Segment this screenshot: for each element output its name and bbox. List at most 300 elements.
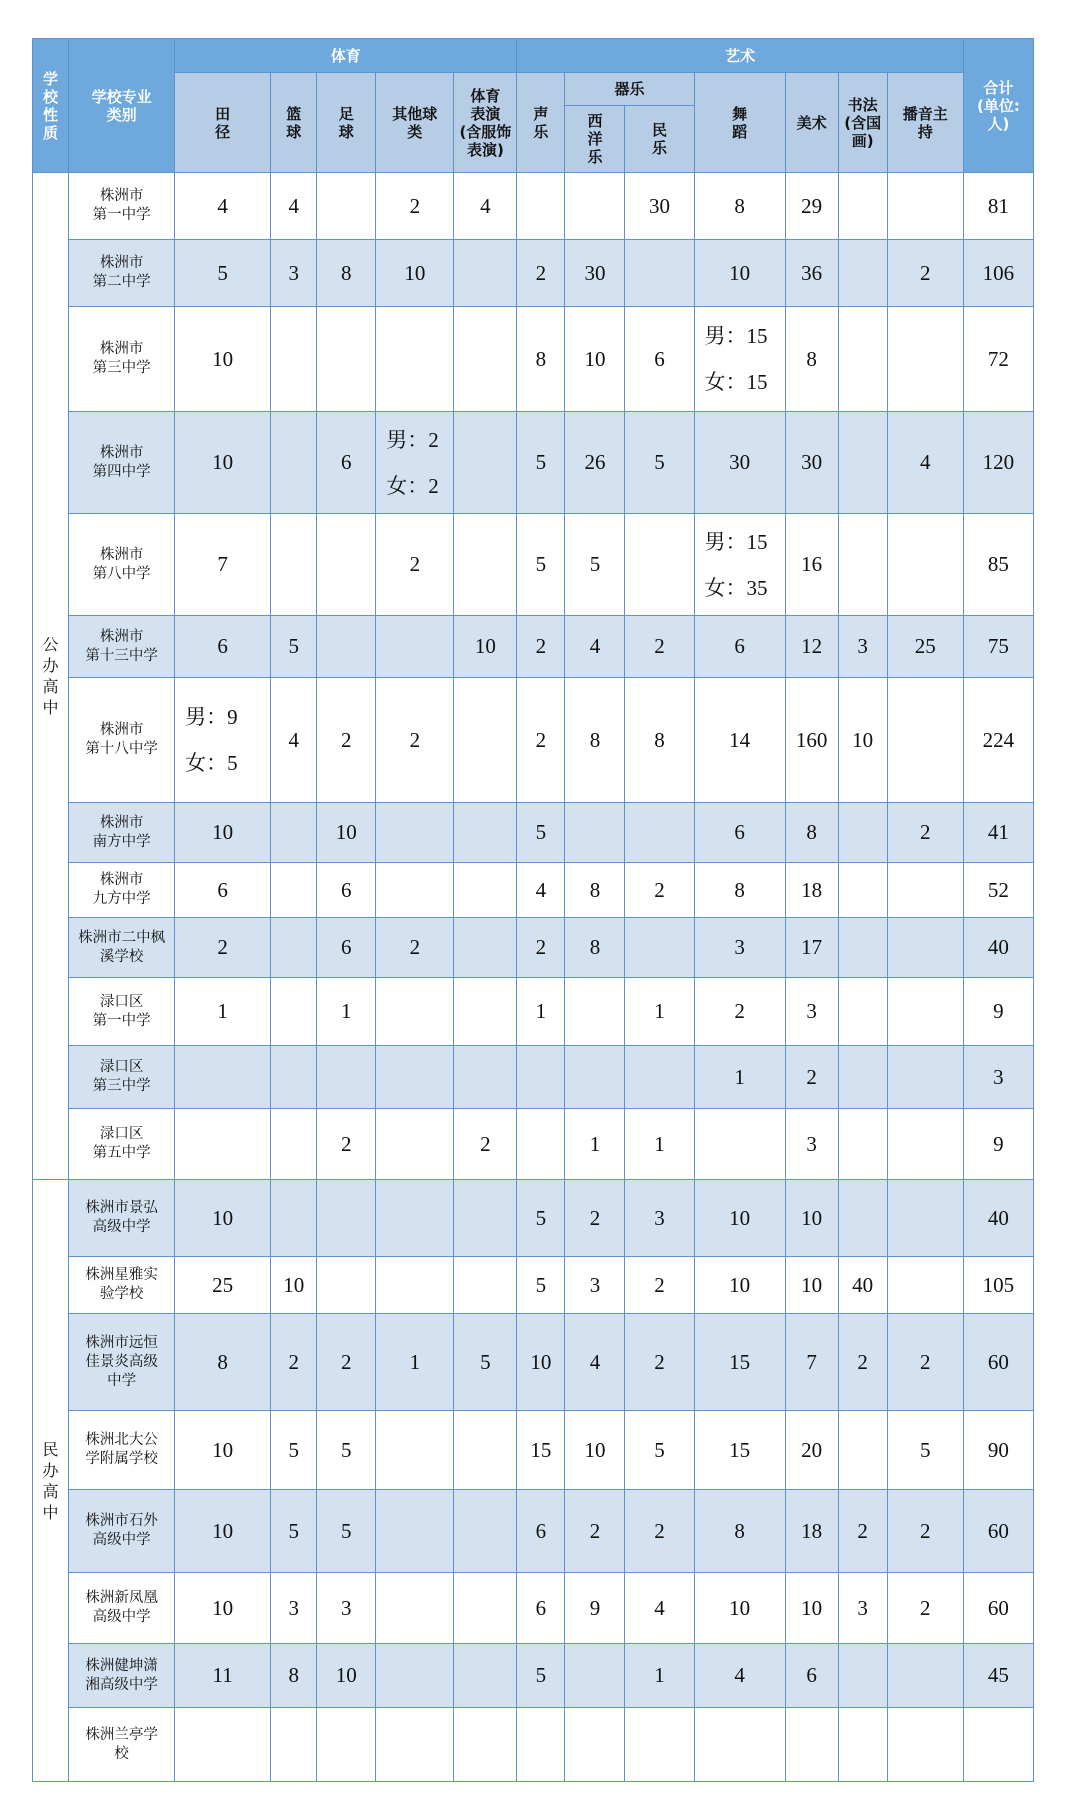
- school-name: 渌口区 第五中学: [69, 1109, 175, 1180]
- table-row: [33, 1708, 1034, 1782]
- value-cell: 5: [517, 1644, 565, 1708]
- value-cell: 2: [625, 1257, 694, 1314]
- value-cell: [376, 1411, 454, 1490]
- value-cell: [376, 803, 454, 863]
- value-cell: 6: [694, 616, 785, 678]
- value-cell: [625, 918, 694, 978]
- value-cell: [175, 1046, 271, 1109]
- value-cell: [454, 678, 517, 803]
- value-cell: 3: [565, 1257, 625, 1314]
- value-cell: [454, 240, 517, 307]
- school-nature-cell: 民 办 高 中: [33, 1180, 69, 1782]
- value-cell: 224: [963, 678, 1033, 803]
- header-vocal: 声 乐: [517, 73, 565, 173]
- value-cell: [838, 1411, 887, 1490]
- table-row: [33, 412, 1034, 514]
- header-total: 合计 (单位: 人): [963, 39, 1033, 173]
- value-cell: 6: [625, 307, 694, 412]
- value-cell: 5: [625, 1411, 694, 1490]
- value-cell: 2: [887, 803, 963, 863]
- value-cell: [454, 1708, 517, 1782]
- value-cell: 1: [565, 1109, 625, 1180]
- value-cell: 1: [175, 978, 271, 1046]
- table-body: [33, 173, 1034, 1782]
- value-cell: 5: [317, 1490, 376, 1573]
- school-name: 株洲新凤凰 高级中学: [69, 1573, 175, 1644]
- male-count: 男：9: [185, 705, 238, 729]
- value-cell: 2: [785, 1046, 838, 1109]
- value-cell: 5: [565, 514, 625, 616]
- table-row: [33, 307, 1034, 412]
- value-cell: 15: [517, 1411, 565, 1490]
- value-cell: 41: [963, 803, 1033, 863]
- header-track: 田 径: [175, 73, 271, 173]
- male-count: 男：15: [704, 529, 768, 554]
- value-cell: [271, 1708, 317, 1782]
- value-cell: 3: [271, 1573, 317, 1644]
- header-sports: 体育: [175, 39, 517, 73]
- value-cell: 2: [838, 1314, 887, 1411]
- header-instrumental: 器乐: [565, 73, 694, 106]
- value-cell: 6: [694, 803, 785, 863]
- table-row: [33, 1411, 1034, 1490]
- value-cell: 3: [625, 1180, 694, 1257]
- value-cell: 9: [565, 1573, 625, 1644]
- value-cell: 30: [625, 173, 694, 240]
- value-cell: 2: [887, 1573, 963, 1644]
- value-cell: 10: [694, 240, 785, 307]
- value-cell: [271, 978, 317, 1046]
- value-cell: 4: [694, 1644, 785, 1708]
- value-cell: 40: [963, 918, 1033, 978]
- value-cell: [376, 863, 454, 918]
- value-cell: [175, 1109, 271, 1180]
- value-cell: [887, 1180, 963, 1257]
- school-name: 株洲市石外 高级中学: [69, 1490, 175, 1573]
- value-cell: [454, 1644, 517, 1708]
- value-cell: 36: [785, 240, 838, 307]
- value-cell: 15: [694, 1314, 785, 1411]
- value-cell: 8: [565, 863, 625, 918]
- value-cell: 10: [694, 1257, 785, 1314]
- value-cell: [565, 173, 625, 240]
- value-cell: 3: [838, 1573, 887, 1644]
- female-count: 女：5: [185, 751, 238, 775]
- value-cell: 105: [963, 1257, 1033, 1314]
- header-dance: 舞 蹈: [694, 73, 785, 173]
- value-cell: 10: [785, 1257, 838, 1314]
- value-cell: [887, 1644, 963, 1708]
- value-cell: 2: [271, 1314, 317, 1411]
- value-cell: 4: [271, 678, 317, 803]
- value-cell: 45: [963, 1644, 1033, 1708]
- value-cell: 5: [317, 1411, 376, 1490]
- school-name: 株洲健坤潇 湘高级中学: [69, 1644, 175, 1708]
- value-cell: 8: [625, 678, 694, 803]
- value-cell: [317, 616, 376, 678]
- value-cell: 2: [517, 240, 565, 307]
- value-cell: [625, 240, 694, 307]
- value-cell: 7: [175, 514, 271, 616]
- value-cell: 10: [785, 1180, 838, 1257]
- header-football: 足 球: [317, 73, 376, 173]
- value-cell: 6: [517, 1573, 565, 1644]
- value-cell: 10: [454, 616, 517, 678]
- value-cell: 10: [694, 1573, 785, 1644]
- value-cell: 25: [175, 1257, 271, 1314]
- value-cell: [376, 1573, 454, 1644]
- value-cell: 5: [517, 514, 565, 616]
- value-cell: [517, 1708, 565, 1782]
- value-cell: 18: [785, 1490, 838, 1573]
- table-row: [33, 240, 1034, 307]
- school-name: 株洲市 第四中学: [69, 412, 175, 514]
- value-cell: 2: [317, 1109, 376, 1180]
- value-cell: [838, 1644, 887, 1708]
- value-cell: 6: [175, 616, 271, 678]
- value-cell: 81: [963, 173, 1033, 240]
- header-school-nature: 学 校 性 质: [33, 39, 69, 173]
- value-cell: 2: [838, 1490, 887, 1573]
- table-row: [33, 616, 1034, 678]
- value-cell: 3: [271, 240, 317, 307]
- value-cell: 10: [838, 678, 887, 803]
- value-cell: 3: [838, 616, 887, 678]
- value-cell: [271, 1109, 317, 1180]
- value-cell: 4: [454, 173, 517, 240]
- value-cell: 40: [963, 1180, 1033, 1257]
- value-cell: 5: [517, 803, 565, 863]
- header-folk: 民 乐: [625, 106, 694, 173]
- value-cell: [376, 1046, 454, 1109]
- value-cell: [376, 978, 454, 1046]
- value-cell: [317, 307, 376, 412]
- value-cell: 2: [887, 240, 963, 307]
- value-cell: 10: [175, 803, 271, 863]
- value-cell: 6: [517, 1490, 565, 1573]
- value-cell: 10: [317, 1644, 376, 1708]
- school-name: 株洲市 第十三中学: [69, 616, 175, 678]
- value-cell: [376, 616, 454, 678]
- value-cell: [376, 1180, 454, 1257]
- value-cell: 14: [694, 678, 785, 803]
- value-cell: 2: [517, 678, 565, 803]
- value-cell: [625, 1708, 694, 1782]
- value-cell: 2: [887, 1490, 963, 1573]
- value-cell: 2: [694, 978, 785, 1046]
- value-cell: [887, 1257, 963, 1314]
- value-cell: [887, 863, 963, 918]
- value-cell: [963, 1708, 1033, 1782]
- value-cell: 1: [625, 1644, 694, 1708]
- value-cell: 2: [175, 918, 271, 978]
- value-cell: [694, 514, 785, 616]
- value-cell: 5: [271, 1490, 317, 1573]
- school-name: 株洲市二中枫 溪学校: [69, 918, 175, 978]
- value-cell: 10: [376, 240, 454, 307]
- school-name: 株洲市 第十八中学: [69, 678, 175, 803]
- value-cell: [271, 514, 317, 616]
- value-cell: 30: [785, 412, 838, 514]
- value-cell: [454, 1490, 517, 1573]
- male-count: 男：15: [704, 324, 768, 348]
- value-cell: [271, 863, 317, 918]
- value-cell: [271, 803, 317, 863]
- value-cell: 5: [175, 240, 271, 307]
- value-cell: [838, 412, 887, 514]
- value-cell: 3: [694, 918, 785, 978]
- value-cell: 30: [694, 412, 785, 514]
- value-cell: 2: [317, 1314, 376, 1411]
- value-cell: 8: [694, 173, 785, 240]
- value-cell: 6: [317, 918, 376, 978]
- value-cell: 5: [517, 1180, 565, 1257]
- header-western: 西 洋 乐: [565, 106, 625, 173]
- value-cell: [565, 803, 625, 863]
- value-cell: [694, 307, 785, 412]
- value-cell: [838, 240, 887, 307]
- value-cell: [887, 678, 963, 803]
- table-row: [33, 1109, 1034, 1180]
- value-cell: 5: [271, 616, 317, 678]
- value-cell: [887, 1109, 963, 1180]
- value-cell: 60: [963, 1573, 1033, 1644]
- value-cell: 6: [317, 863, 376, 918]
- value-cell: 8: [694, 1490, 785, 1573]
- value-cell: 1: [376, 1314, 454, 1411]
- value-cell: 10: [175, 1180, 271, 1257]
- value-cell: [625, 803, 694, 863]
- value-cell: [838, 918, 887, 978]
- value-cell: [376, 1708, 454, 1782]
- value-cell: [565, 1644, 625, 1708]
- value-cell: 8: [271, 1644, 317, 1708]
- school-name: 株洲市 第八中学: [69, 514, 175, 616]
- male-count: 男：2: [386, 427, 439, 452]
- value-cell: 9: [963, 1109, 1033, 1180]
- value-cell: [317, 1708, 376, 1782]
- value-cell: 3: [317, 1573, 376, 1644]
- table-row: [33, 1046, 1034, 1109]
- value-cell: 2: [565, 1490, 625, 1573]
- value-cell: 10: [565, 1411, 625, 1490]
- value-cell: 26: [565, 412, 625, 514]
- value-cell: 1: [625, 1109, 694, 1180]
- value-cell: [376, 1644, 454, 1708]
- value-cell: 8: [175, 1314, 271, 1411]
- value-cell: 10: [175, 1490, 271, 1573]
- value-cell: [838, 803, 887, 863]
- value-cell: [838, 307, 887, 412]
- value-cell: [271, 918, 317, 978]
- value-cell: 16: [785, 514, 838, 616]
- value-cell: 6: [785, 1644, 838, 1708]
- header-calligraphy: 书法 (含国 画): [838, 73, 887, 173]
- value-cell: 20: [785, 1411, 838, 1490]
- value-cell: 8: [565, 918, 625, 978]
- value-cell: 10: [175, 412, 271, 514]
- value-cell: [376, 1109, 454, 1180]
- value-cell: 75: [963, 616, 1033, 678]
- value-cell: [565, 978, 625, 1046]
- value-cell: [271, 1180, 317, 1257]
- value-cell: 2: [625, 863, 694, 918]
- value-cell: 10: [175, 307, 271, 412]
- value-cell: [376, 1490, 454, 1573]
- value-cell: 25: [887, 616, 963, 678]
- value-cell: 8: [517, 307, 565, 412]
- value-cell: 160: [785, 678, 838, 803]
- value-cell: 60: [963, 1314, 1033, 1411]
- value-cell: 10: [517, 1314, 565, 1411]
- value-cell: 8: [317, 240, 376, 307]
- header-sports-performance: 体育 表演 (含服饰 表演): [454, 73, 517, 173]
- school-name: 株洲市景弘 高级中学: [69, 1180, 175, 1257]
- value-cell: [565, 1708, 625, 1782]
- value-cell: [454, 1573, 517, 1644]
- header-broadcast: 播音主 持: [887, 73, 963, 173]
- value-cell: [838, 1180, 887, 1257]
- value-cell: 2: [887, 1314, 963, 1411]
- value-cell: [838, 1046, 887, 1109]
- school-name: 株洲市 第三中学: [69, 307, 175, 412]
- value-cell: 2: [625, 616, 694, 678]
- school-name: 渌口区 第一中学: [69, 978, 175, 1046]
- value-cell: 60: [963, 1490, 1033, 1573]
- value-cell: [454, 1180, 517, 1257]
- value-cell: [271, 1046, 317, 1109]
- table-row: [33, 918, 1034, 978]
- value-cell: [838, 1708, 887, 1782]
- value-cell: 2: [517, 616, 565, 678]
- value-cell: 5: [454, 1314, 517, 1411]
- header-other-ball: 其他球 类: [376, 73, 454, 173]
- value-cell: 4: [175, 173, 271, 240]
- value-cell: 2: [625, 1490, 694, 1573]
- value-cell: 1: [517, 978, 565, 1046]
- value-cell: [454, 803, 517, 863]
- value-cell: [565, 1046, 625, 1109]
- value-cell: 1: [625, 978, 694, 1046]
- value-cell: 2: [376, 918, 454, 978]
- value-cell: [887, 978, 963, 1046]
- value-cell: 5: [517, 1257, 565, 1314]
- value-cell: 2: [565, 1180, 625, 1257]
- value-cell: 10: [565, 307, 625, 412]
- value-cell: 5: [517, 412, 565, 514]
- value-cell: [887, 1708, 963, 1782]
- value-cell: [317, 1257, 376, 1314]
- school-name: 株洲市 南方中学: [69, 803, 175, 863]
- school-nature-cell: 公 办 高 中: [33, 173, 69, 1180]
- value-cell: [838, 978, 887, 1046]
- value-cell: [838, 514, 887, 616]
- value-cell: [887, 173, 963, 240]
- header-fine-art: 美术: [785, 73, 838, 173]
- school-name: 株洲北大公 学附属学校: [69, 1411, 175, 1490]
- value-cell: [317, 1046, 376, 1109]
- value-cell: 10: [694, 1180, 785, 1257]
- school-name: 株洲星雅实 验学校: [69, 1257, 175, 1314]
- table-row: [33, 1180, 1034, 1257]
- value-cell: [454, 1411, 517, 1490]
- value-cell: 4: [887, 412, 963, 514]
- value-cell: 1: [317, 978, 376, 1046]
- value-cell: [887, 307, 963, 412]
- value-cell: 17: [785, 918, 838, 978]
- value-cell: 2: [517, 918, 565, 978]
- value-cell: 8: [694, 863, 785, 918]
- value-cell: [271, 412, 317, 514]
- school-name: 株洲市 第一中学: [69, 173, 175, 240]
- value-cell: [376, 307, 454, 412]
- value-cell: [517, 1046, 565, 1109]
- school-name: 株洲兰亭学 校: [69, 1708, 175, 1782]
- value-cell: 4: [517, 863, 565, 918]
- value-cell: 29: [785, 173, 838, 240]
- value-cell: 120: [963, 412, 1033, 514]
- school-name: 渌口区 第三中学: [69, 1046, 175, 1109]
- value-cell: 3: [785, 1109, 838, 1180]
- table-row: [33, 1644, 1034, 1708]
- value-cell: 10: [175, 1573, 271, 1644]
- value-cell: 6: [175, 863, 271, 918]
- value-cell: [454, 918, 517, 978]
- value-cell: 10: [317, 803, 376, 863]
- value-cell: 8: [565, 678, 625, 803]
- value-cell: [838, 1109, 887, 1180]
- value-cell: 90: [963, 1411, 1033, 1490]
- female-count: 女：15: [704, 370, 768, 394]
- value-cell: [454, 307, 517, 412]
- value-cell: 5: [625, 412, 694, 514]
- value-cell: 10: [785, 1573, 838, 1644]
- value-cell: 10: [271, 1257, 317, 1314]
- value-cell: [887, 1046, 963, 1109]
- value-cell: 1: [694, 1046, 785, 1109]
- value-cell: [838, 863, 887, 918]
- value-cell: 2: [376, 173, 454, 240]
- table-row: [33, 1573, 1034, 1644]
- value-cell: [376, 1257, 454, 1314]
- value-cell: 10: [175, 1411, 271, 1490]
- value-cell: 4: [271, 173, 317, 240]
- value-cell: 2: [454, 1109, 517, 1180]
- value-cell: [838, 173, 887, 240]
- value-cell: 5: [271, 1411, 317, 1490]
- value-cell: [175, 678, 271, 803]
- value-cell: [454, 514, 517, 616]
- value-cell: 6: [317, 412, 376, 514]
- value-cell: [694, 1109, 785, 1180]
- value-cell: [887, 918, 963, 978]
- value-cell: 3: [963, 1046, 1033, 1109]
- value-cell: [454, 978, 517, 1046]
- female-count: 女：2: [386, 473, 439, 498]
- value-cell: [454, 1257, 517, 1314]
- value-cell: [317, 1180, 376, 1257]
- value-cell: [271, 307, 317, 412]
- header-arts: 艺术: [517, 39, 963, 73]
- value-cell: 11: [175, 1644, 271, 1708]
- table-row: [33, 803, 1034, 863]
- table-row: [33, 1257, 1034, 1314]
- female-count: 女：35: [704, 575, 768, 600]
- value-cell: 18: [785, 863, 838, 918]
- value-cell: 2: [625, 1314, 694, 1411]
- school-name: 株洲市 九方中学: [69, 863, 175, 918]
- value-cell: 106: [963, 240, 1033, 307]
